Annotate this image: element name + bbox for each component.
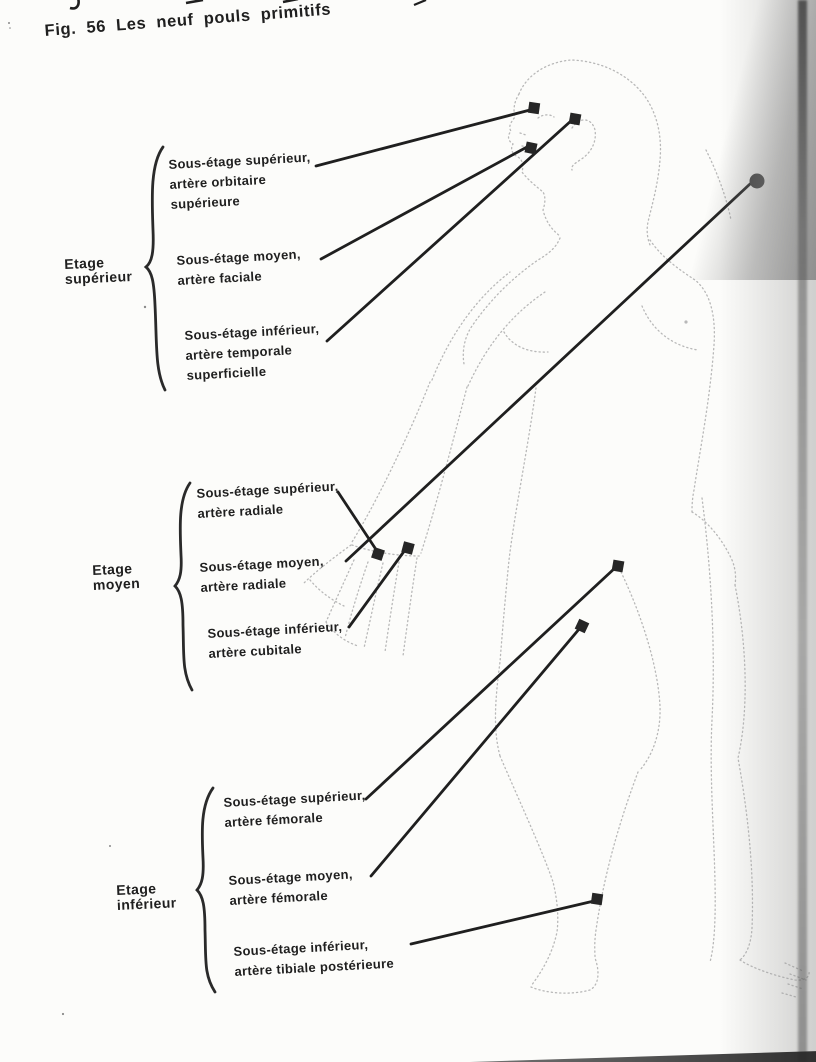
sublabel-line: artère radiale: [200, 575, 287, 595]
connector-radial-artery-sup: [338, 492, 377, 551]
sublabel-line: artère cubitale: [208, 641, 303, 661]
sublabel-line: Sous-étage supérieur,: [196, 478, 339, 501]
forward-shin-front: [500, 756, 558, 986]
brace-etage-superieur: [146, 147, 165, 390]
connector-facial-artery: [321, 147, 527, 259]
connector-tibial-artery: [411, 901, 594, 944]
sublabel-line: artère fémorale: [224, 809, 324, 830]
pulse-marker-femoral-sup: [612, 560, 625, 573]
sublabel-line: superficielle: [186, 363, 267, 383]
nipple-mark: [684, 320, 687, 323]
sublabel-cubital: [207, 617, 344, 664]
forward-foot: [531, 958, 598, 993]
scan-speck: [9, 27, 11, 29]
abdomen-hip-outline: [495, 388, 536, 756]
sublabel-line: artère faciale: [177, 268, 263, 288]
forward-calf-back: [595, 772, 638, 957]
scan-speck: [109, 845, 111, 847]
sublabel-temporal: [184, 319, 322, 386]
figure-title: Fig. 56 Les neuf pouls primitifs: [44, 0, 332, 40]
sublabel-tibial: [233, 934, 394, 982]
page-gutter-streak: [798, 0, 807, 1062]
brace-etage-inferieur: [197, 788, 215, 992]
scan-speck: [144, 306, 146, 308]
head-outline: [519, 60, 660, 245]
sublabel-line: artère tibiale postérieure: [234, 955, 395, 979]
ear-sketch: [572, 120, 596, 170]
scan-speck: [62, 1013, 64, 1015]
connector-femoral-artery-sup: [366, 568, 615, 799]
pulse-marker-orbital: [528, 102, 540, 114]
upper-arm-front: [432, 272, 510, 380]
sublabel-radial-sup: [196, 477, 340, 524]
sublabel-femoral-moyen: [228, 864, 354, 910]
upper-arm-back: [468, 292, 545, 386]
pectoral-near: [504, 332, 548, 352]
group-label-etage-inferieur: Etage inférieur: [115, 880, 177, 913]
scan-artifact-dash-3: [414, 0, 426, 5]
sublabel-line: artère radiale: [197, 501, 284, 521]
sublabel-orbital: [168, 148, 313, 215]
connector-cubital-artery: [349, 550, 405, 627]
sublabel-line: supérieure: [170, 193, 241, 212]
page-corner-shadow: [666, 0, 816, 280]
back-outline: [650, 240, 714, 512]
sublabel-facial: [176, 244, 302, 290]
sublabel-line: Sous-étage moyen,: [176, 246, 302, 268]
pulse-marker-temporal: [569, 113, 582, 126]
pectoral-far: [642, 306, 698, 350]
sublabel-line: artère fémorale: [229, 887, 329, 908]
face-profile: [509, 94, 560, 236]
sublabel-line: artère temporale: [185, 342, 293, 363]
sublabel-line: Sous-étage inférieur,: [233, 936, 369, 959]
forward-thigh-back: [621, 572, 660, 770]
eye-sketch: [538, 115, 554, 118]
scan-artifact-dash-2: [283, 0, 298, 2]
pulse-marker-facial: [524, 141, 537, 154]
rear-leg-front: [702, 498, 715, 962]
sublabel-line: Sous-étage inférieur,: [184, 320, 320, 343]
sublabel-femoral-sup: [223, 786, 367, 833]
chest-front-outline: [463, 238, 560, 364]
sublabel-line: artère orbitaire: [169, 171, 267, 192]
pulse-marker-radial-sup: [371, 547, 385, 561]
sublabel-line: Sous-étage supérieur,: [223, 787, 366, 810]
group-label-etage-moyen: Etage moyen: [91, 560, 141, 593]
sublabel-line: Sous-étage inférieur,: [207, 618, 343, 641]
sublabel-radial-moyen: [199, 551, 325, 597]
pulse-marker-tibial: [591, 893, 603, 905]
sublabel-line: Sous-étage moyen,: [199, 553, 325, 575]
scan-artifact-cut-letter: [70, 0, 79, 8]
sublabel-line: Sous-étage moyen,: [228, 866, 354, 888]
connector-femoral-artery-moyen: [371, 628, 580, 876]
group-label-etage-superieur: Etage supérieur: [63, 254, 133, 287]
scan-speck: [8, 22, 10, 24]
brace-etage-moyen: [175, 483, 192, 690]
sublabel-line: Sous-étage supérieur,: [168, 149, 311, 172]
connector-orbital-artery: [316, 110, 530, 166]
scan-artifact-dash-1: [186, 0, 203, 3]
